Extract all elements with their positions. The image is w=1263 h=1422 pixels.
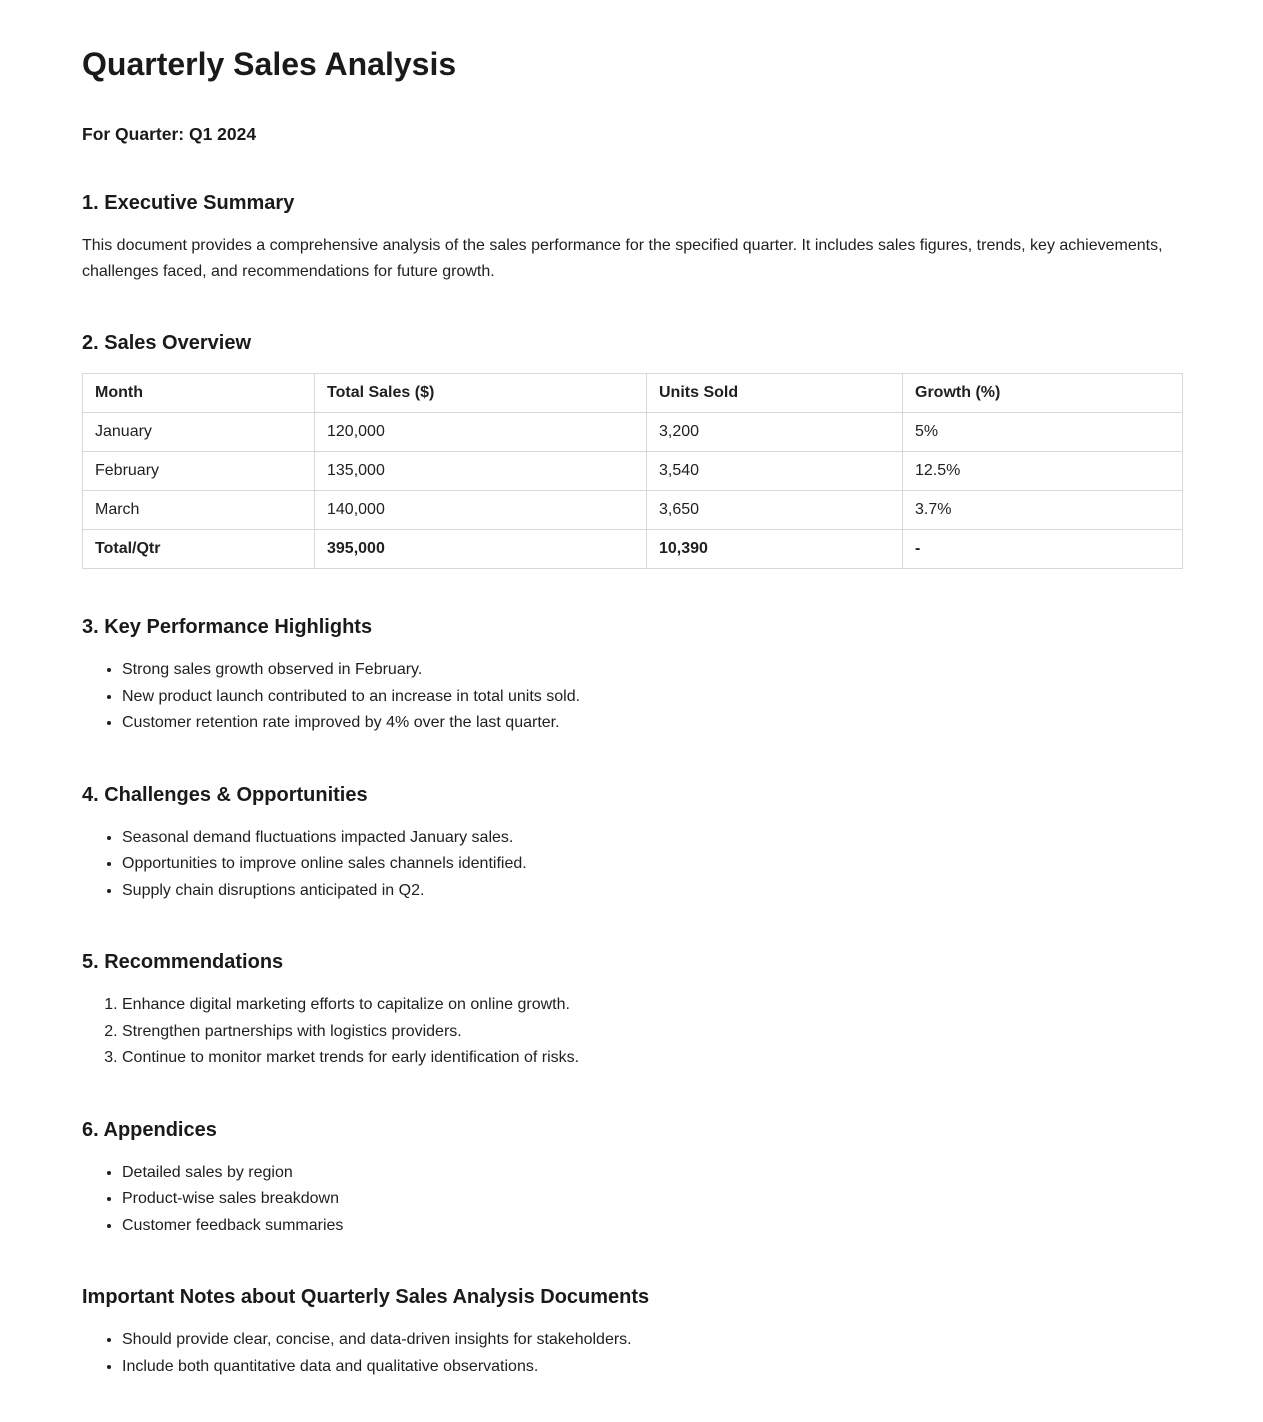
table-row-january: [83, 413, 1183, 452]
section-heading-key-performance-highlights: 3. Key Performance Highlights: [82, 616, 373, 638]
table-row-february: [83, 452, 1183, 491]
section-heading-challenges-opportunities: 4. Challenges & Opportunities: [82, 783, 368, 806]
list-item: • Should provide clear, concise, and data-driven insights for stakeholders.: [122, 1327, 1181, 1354]
table-header-total-sales: Total Sales ($): [315, 374, 647, 413]
challenges-opportunities-list: [82, 825, 1181, 905]
table-cell: Total/Qtr: [83, 530, 315, 569]
list-item: 2. Strengthen partnerships with logistics providers.: [122, 1019, 1181, 1046]
list-item: • Include both quantitative data and qualitative observations.: [122, 1354, 1181, 1381]
section-heading-executive-summary: 1. Executive Summary: [82, 192, 295, 214]
document-subtitle: For Quarter: Q1 2024: [82, 124, 257, 144]
appendices-list: [82, 1160, 1181, 1240]
recommendations-list: [82, 992, 1181, 1072]
list-item: • Supply chain disruptions anticipated in Q2.: [122, 878, 1181, 905]
table-cell: 395,000: [315, 530, 647, 569]
list-item: • Opportunities to improve online sales channels identified.: [122, 851, 1181, 878]
table-cell: 135,000: [315, 452, 647, 491]
table-cell: 3.7%: [903, 491, 1183, 530]
table-cell: January: [83, 413, 315, 452]
list-item: • Product-wise sales breakdown: [122, 1186, 1181, 1213]
table-cell: -: [903, 530, 1183, 569]
table-cell: 3,200: [647, 413, 903, 452]
table-cell: 10,390: [647, 530, 903, 569]
section-heading-sales-overview: 2. Sales Overview: [82, 332, 252, 354]
table-cell: 3,650: [647, 491, 903, 530]
section-heading-recommendations: 5. Recommendations: [82, 951, 284, 973]
table-header-row: [83, 374, 1183, 413]
table-cell: March: [83, 491, 315, 530]
list-item: • Customer retention rate improved by 4% over the last quarter.: [122, 710, 1181, 737]
list-item: • Detailed sales by region: [122, 1160, 1181, 1187]
list-item: • Strong sales growth observed in February.: [122, 657, 1181, 684]
section-heading-appendices: 6. Appendices: [82, 1118, 217, 1141]
list-item: • New product launch contributed to an increase in total units sold.: [122, 684, 1181, 711]
table-row-total: [83, 530, 1183, 569]
table-header-growth: Growth (%): [903, 374, 1183, 413]
table-cell: 3,540: [647, 452, 903, 491]
table-cell: 120,000: [315, 413, 647, 452]
table-cell: February: [83, 452, 315, 491]
list-item: 3. Continue to monitor market trends for early identification of risks.: [122, 1045, 1181, 1072]
section-heading-important-notes: Important Notes about Quarterly Sales Analysis Documents: [82, 1286, 650, 1308]
list-item: 1. Enhance digital marketing efforts to capitalize on online growth.: [122, 992, 1181, 1019]
table-header-units-sold: Units Sold: [647, 374, 903, 413]
table-header-month: Month: [83, 374, 315, 413]
table-cell: 12.5%: [903, 452, 1183, 491]
executive-summary-paragraph: This document provides a comprehensive analysis of the sales performance for the specified quarter. It includes sales figures, trends, key achievements, challenges faced, and recommendations for future growth.: [82, 237, 1163, 280]
list-item: • Customer feedback summaries: [122, 1213, 1181, 1240]
sales-overview-table: [82, 373, 1183, 569]
list-item: • Seasonal demand fluctuations impacted January sales.: [122, 825, 1181, 852]
table-row-march: [83, 491, 1183, 530]
table-cell: 5%: [903, 413, 1183, 452]
table-cell: 140,000: [315, 491, 647, 530]
key-performance-highlights-list: [82, 657, 1181, 737]
important-notes-list: [82, 1327, 1181, 1380]
document-title: Quarterly Sales Analysis: [82, 46, 457, 82]
